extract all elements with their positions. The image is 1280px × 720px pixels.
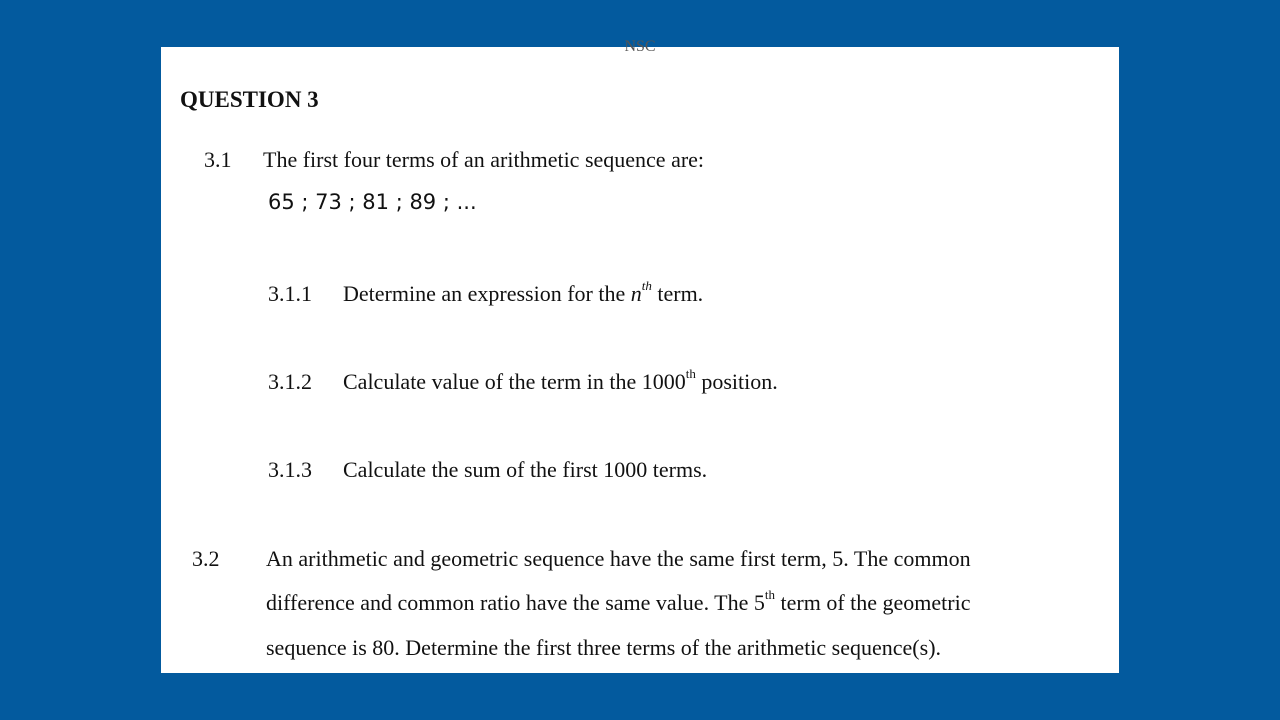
q3-1-3-number: 3.1.3 — [268, 457, 312, 482]
q3-1-sequence: 65 ; 73 ; 81 ; 89 ; ... — [268, 190, 477, 214]
exam-page — [161, 38, 1119, 673]
q3-1-2-text: Calculate value of the term in the 1000th position. — [343, 365, 778, 394]
q3-2-number: 3.2 — [192, 546, 220, 571]
q3-1-1-number: 3.1.1 — [268, 281, 312, 306]
q3-2-line-2: difference and common ratio have the same value. The 5th term of the geometric — [266, 586, 971, 615]
n-variable: n — [630, 281, 642, 306]
q3-1-2-number: 3.1.2 — [268, 369, 312, 394]
q3-2-line-3: sequence is 80. Determine the first three terms of the arithmetic sequence(s). — [266, 635, 942, 660]
q3-1-number: 3.1 — [204, 147, 232, 172]
page-header-fragment: NSC — [624, 38, 656, 55]
q3-1-3-text: Calculate the sum of the first 1000 terms. — [343, 457, 708, 482]
q3-2-line-1: An arithmetic and geometric sequence have the same first term, 5. The common — [266, 546, 971, 571]
q3-1-1-text: Determine an expression for the $n^{th}$ term. — [343, 277, 704, 306]
question-title: QUESTION 3 — [180, 87, 319, 112]
q3-1-text: The first four terms of an arithmetic sequence are: — [263, 147, 705, 172]
